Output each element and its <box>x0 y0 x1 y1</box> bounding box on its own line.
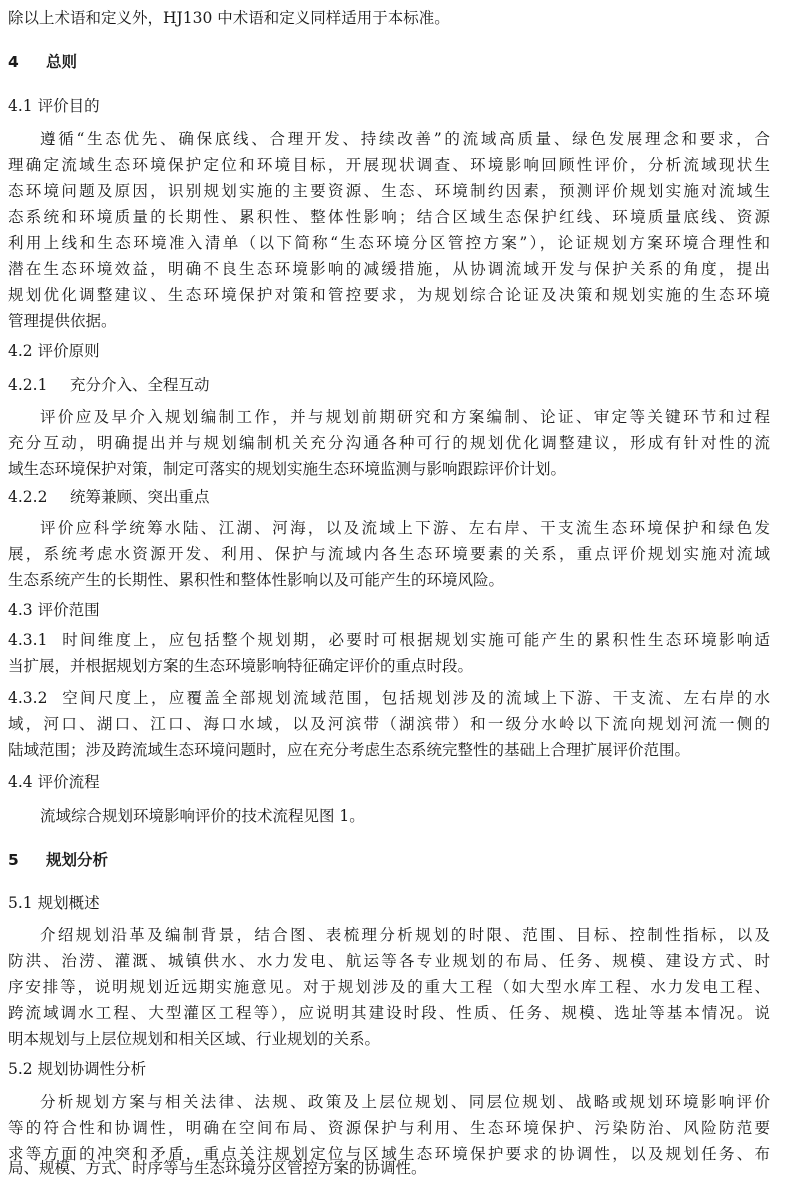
paragraph-line: 流域综合规划环境影响评价的技术流程见图 1。 <box>40 807 365 825</box>
paragraph-line: 明本规划与上层位规划和相关区域、行业规划的关系。 <box>8 1030 381 1048</box>
paragraph-line: 生态系统产生的长期性、累积性和整体性影响以及可能产生的环境风险。 <box>8 571 505 589</box>
paragraph-line: 当扩展，并根据规划方案的生态环境影响特征确定评价的重点时段。 <box>8 657 474 675</box>
section-5-1-heading: 5.1 规划概述 <box>8 894 100 912</box>
paragraph-line: 评价应科学统筹水陆、江湖、河海，以及流域上下游、左右岸、干支流生态环境保护和绿色发 <box>40 519 770 537</box>
section-4-2-2-heading <box>8 485 770 509</box>
paragraph-line: 态系统和环境质量的长期性、累积性、整体性影响；结合区域生态保护红线、环境质量底线、资源 <box>8 208 770 226</box>
paragraph-line: 管理提供依据。 <box>8 312 117 330</box>
paragraph-text: 空间尺度上，应覆盖全部规划流域范围，包括规划涉及的流域上下游、干支流、左右岸的水 <box>60 689 770 707</box>
section-4-2-1-number: 4.2.1 <box>8 376 48 394</box>
paragraph-line: 利用上线和生态环境准入清单（以下简称“生态环境分区管控方案”），论证规划方案环境合理性和 <box>8 234 770 252</box>
paragraph-line: 分析规划方案与相关法律、法规、政策及上层位规划、同层位规划、战略或规划环境影响评价 <box>40 1093 770 1111</box>
intro-line: 除以上术语和定义外，HJ130 中术语和定义同样适用于本标准。 <box>8 9 450 27</box>
paragraph-line: 域生态环境保护对策，制定可落实的规划实施生态环境监测与影响跟踪评价计划。 <box>8 460 567 478</box>
section-4-4-heading: 4.4 评价流程 <box>8 773 100 791</box>
paragraph-line: 态环境问题及原因，识别规划实施的主要资源、生态、环境制约因素，预测评价规划实施对流域生 <box>8 182 770 200</box>
paragraph-line: 遵循“生态优先、确保底线、合理开发、持续改善”的流域高质量、绿色发展理念和要求，合 <box>40 130 770 148</box>
section-4-2-1-title: 充分介入、全程互动 <box>70 376 210 394</box>
paragraph-line: 潜在生态环境效益，明确不良生态环境影响的减缓措施，从协调流域开发与保护关系的角度，提出 <box>8 260 770 278</box>
paragraph-line: 展，系统考虑水资源开发、利用、保护与流域内各生态环境要素的关系，重点评价规划实施对流域 <box>8 545 770 563</box>
section-4-2-heading: 4.2 评价原则 <box>8 342 100 360</box>
paragraph-line: 陆域范围；涉及跨流域生态环境问题时，应在充分考虑生态系统完整性的基础上合理扩展评价范围。 <box>8 741 691 759</box>
section-5-2-heading: 5.2 规划协调性分析 <box>8 1060 147 1078</box>
paragraph-line: 理确定流域生态环境保护定位和环境目标，开展现状调查、环境影响回顾性评价，分析流域现状生 <box>8 156 770 174</box>
section-4-heading <box>8 50 770 74</box>
section-4-3-2-number: 4.3.2 <box>8 689 48 707</box>
section-5-heading <box>8 848 770 872</box>
paragraph-line: 规划优化调整建议、生态环境保护对策和管控要求，为规划综合论证及决策和规划实施的生态环境 <box>8 286 770 304</box>
section-4-3-1-line <box>8 628 770 652</box>
section-4-3-1-number: 4.3.1 <box>8 631 48 649</box>
paragraph-text: 时间维度上，应包括整个规划期，必要时可根据规划实施可能产生的累积性生态环境影响适 <box>60 631 770 649</box>
section-4-2-2-number: 4.2.2 <box>8 488 48 506</box>
section-5-title: 规划分析 <box>46 851 109 869</box>
paragraph-line: 防洪、治涝、灌溉、城镇供水、水力发电、航运等各专业规划的布局、任务、规模、建设方式、时 <box>8 952 770 970</box>
section-4-3-heading: 4.3 评价范围 <box>8 601 100 619</box>
paragraph-line: 评价应及早介入规划编制工作，并与规划前期研究和方案编制、论证、审定等关键环节和过程 <box>40 408 770 426</box>
section-4-3-2-line <box>8 686 770 710</box>
paragraph-line: 局、规模、方式、时序等与生态环境分区管控方案的协调性。 <box>8 1159 427 1177</box>
section-5-number: 5 <box>8 851 19 869</box>
section-4-number: 4 <box>8 53 19 71</box>
section-4-2-1-heading <box>8 373 770 397</box>
paragraph-line: 求等方面的冲突和矛盾，重点关注规划定位与区域生态环境保护要求的协调性，以及规划任务、布 <box>8 1145 770 1163</box>
paragraph-line: 跨流域调水工程、大型灌区工程等），应说明其建设时段、性质、任务、规模、选址等基本情况。说 <box>8 1004 770 1022</box>
paragraph-line: 介绍规划沿革及编制背景，结合图、表梳理分析规划的时限、范围、目标、控制性指标，以及 <box>40 926 770 944</box>
paragraph-line: 序安排等，说明规划近远期实施意见。对于规划涉及的重大工程（如大型水库工程、水力发电工程、 <box>8 978 770 996</box>
section-4-1-heading: 4.1 评价目的 <box>8 97 100 115</box>
paragraph-line: 等的符合性和协调性，明确在空间布局、资源保护与利用、生态环境保护、污染防治、风险防范要 <box>8 1119 770 1137</box>
paragraph-line: 充分互动，明确提出并与规划编制机关充分沟通各种可行的规划优化调整建议，形成有针对性的流 <box>8 434 770 452</box>
section-4-2-2-title: 统筹兼顾、突出重点 <box>70 488 210 506</box>
paragraph-line: 域，河口、湖口、江口、海口水域，以及河滨带（湖滨带）和一级分水岭以下流向规划河流一侧的 <box>8 715 770 733</box>
section-4-title: 总则 <box>46 53 78 71</box>
